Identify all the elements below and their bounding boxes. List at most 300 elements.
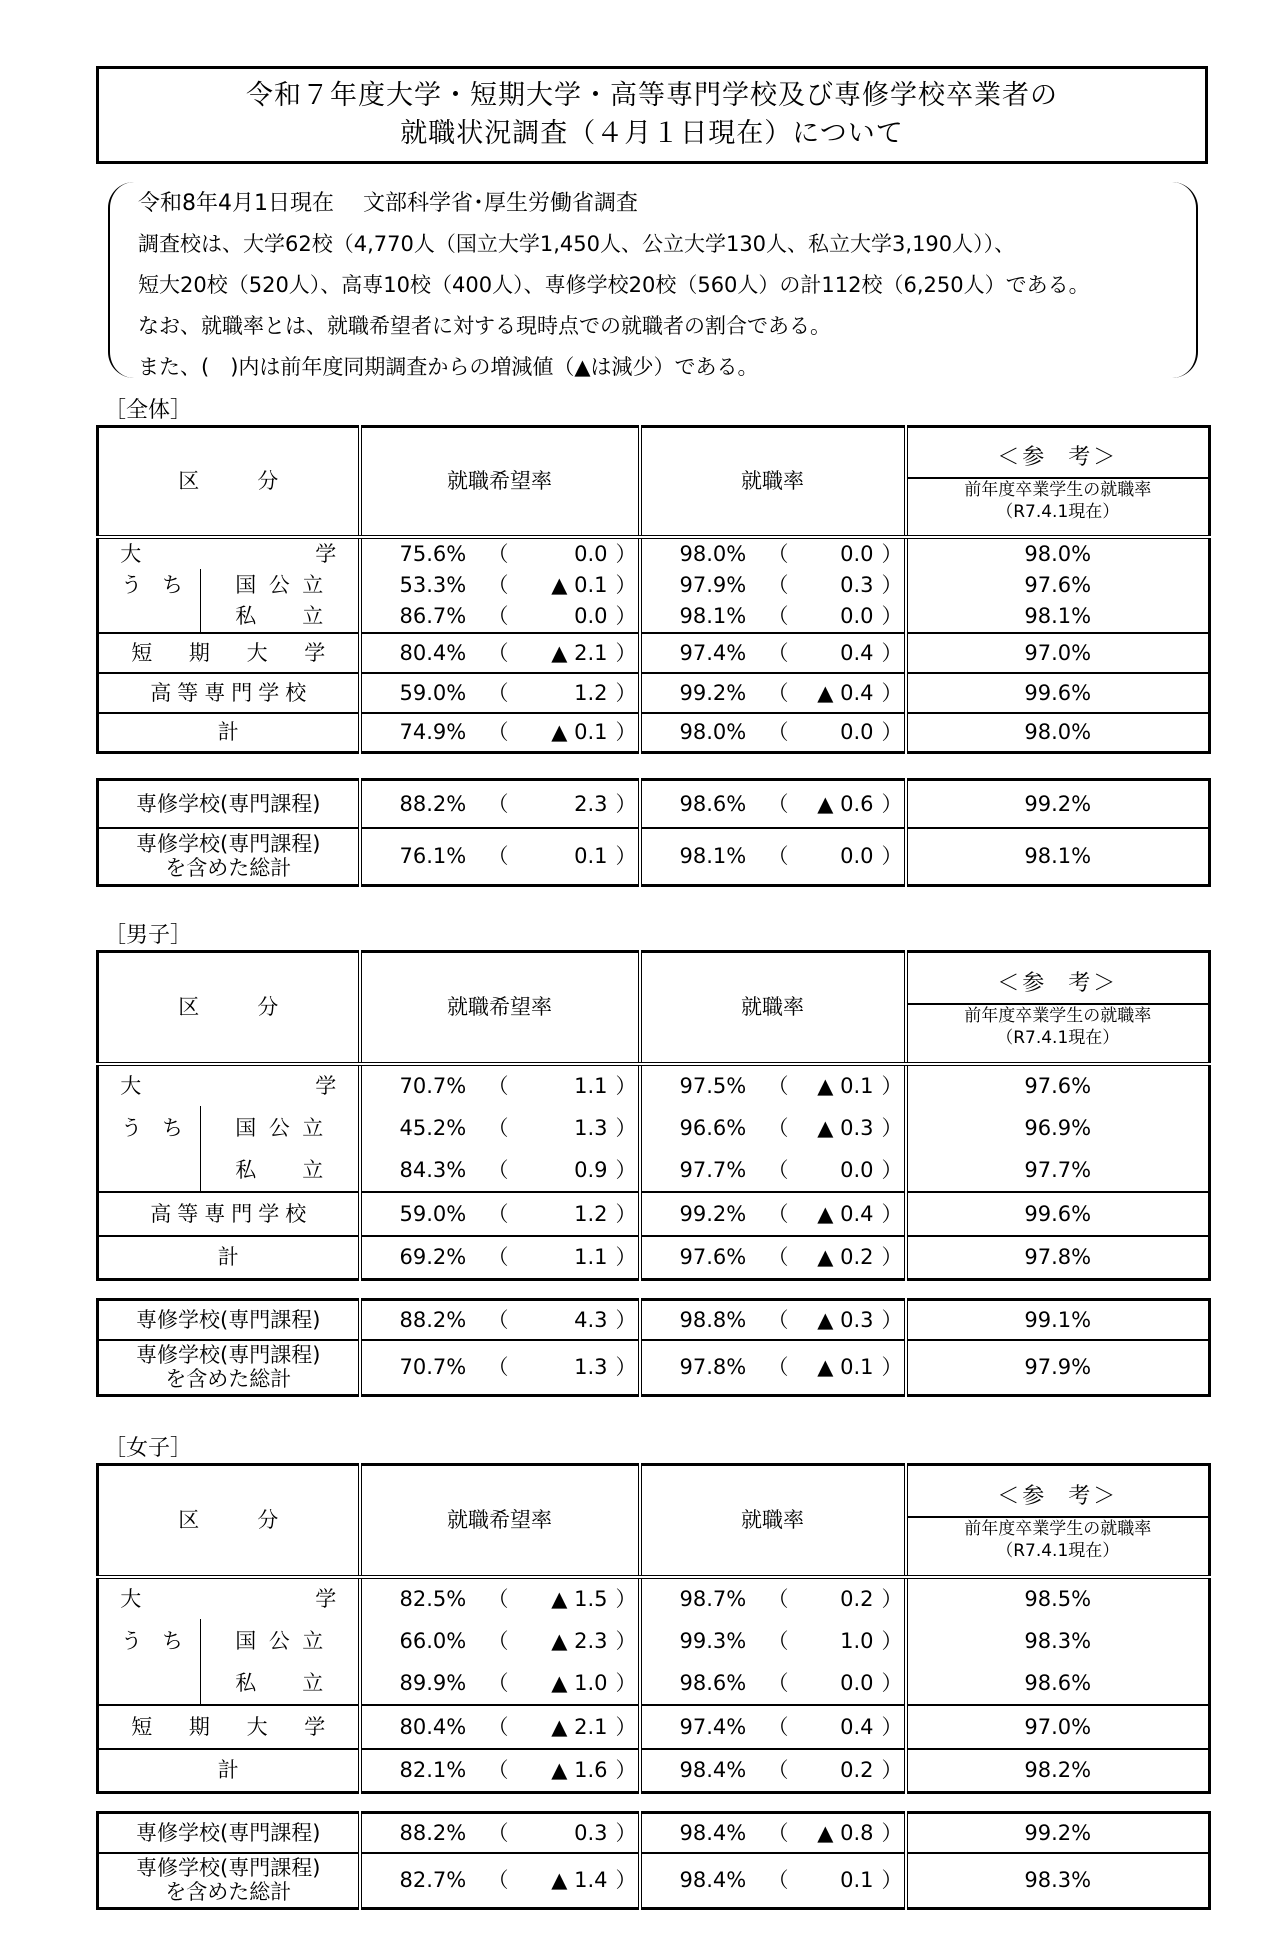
cell-text: 0.0 bbox=[840, 1158, 874, 1182]
cell-text: 98.1% bbox=[679, 604, 747, 628]
cell-text: ） bbox=[881, 1628, 903, 1653]
cell-text bbox=[362, 720, 638, 744]
cell-text: 学 bbox=[315, 1586, 337, 1611]
cell-text: （ bbox=[767, 1714, 789, 1739]
cell-text bbox=[362, 1308, 638, 1332]
cell-text: ） bbox=[615, 572, 637, 597]
cell-text: 学 bbox=[304, 640, 326, 665]
cell-text bbox=[235, 573, 323, 597]
cell-text: 0.2 bbox=[840, 1758, 874, 1783]
table-row-total bbox=[98, 1236, 1210, 1280]
cell-text: ▲ 0.1 bbox=[551, 572, 608, 597]
table-cell bbox=[360, 1853, 640, 1909]
cell-text: 大 bbox=[246, 1714, 268, 1739]
table-cell bbox=[98, 1106, 201, 1192]
cell-text: 0.0 bbox=[840, 1671, 874, 1695]
cell-text bbox=[178, 469, 278, 493]
cell-text: 立 bbox=[302, 572, 324, 597]
cell-text bbox=[642, 542, 904, 566]
cell-text bbox=[362, 792, 638, 816]
cell-text bbox=[908, 1518, 1209, 1562]
cell-text: ＜参 bbox=[997, 971, 1048, 997]
cell-text: （ bbox=[487, 1073, 509, 1098]
cell-text: ） bbox=[615, 791, 637, 816]
table-cell: 98.3% bbox=[906, 1619, 1210, 1663]
cell-text bbox=[642, 1074, 904, 1098]
cell-text bbox=[120, 1587, 336, 1611]
cell-text: （ bbox=[767, 640, 789, 665]
table-cell: 98.3% bbox=[906, 1853, 1210, 1909]
cell-text: ） bbox=[881, 1758, 903, 1783]
table-row-grand-total bbox=[98, 828, 1210, 886]
table-cell bbox=[640, 1106, 906, 1150]
header-reference bbox=[906, 1465, 1210, 1577]
cell-text: 0.2 bbox=[840, 1586, 874, 1611]
table-cell: 98.6% bbox=[906, 1663, 1210, 1705]
table-cell bbox=[640, 1236, 906, 1280]
cell-text bbox=[642, 1821, 904, 1845]
cell-text: 99.2% bbox=[679, 680, 747, 705]
cell-text: ▲ 2.3 bbox=[551, 1628, 608, 1653]
cell-text: （ bbox=[767, 1158, 789, 1182]
cell-text: ▲ 0.4 bbox=[817, 680, 874, 705]
cell-text: ） bbox=[615, 541, 637, 566]
cell-text: 97.7% bbox=[679, 1158, 747, 1182]
cell-text: 98.4% bbox=[679, 1820, 747, 1845]
table-cell: 計 bbox=[98, 713, 360, 753]
cell-text: 66.0% bbox=[399, 1628, 467, 1653]
cell-text: ） bbox=[881, 844, 903, 869]
cell-text: ） bbox=[615, 1820, 637, 1845]
cell-text: 分 bbox=[257, 1508, 279, 1533]
cell-text bbox=[362, 1245, 638, 1269]
cell-text: （R7.4.1現在） bbox=[996, 1028, 1120, 1049]
cell-text bbox=[120, 1074, 336, 1098]
cell-text: ） bbox=[881, 1115, 903, 1140]
table-cell bbox=[640, 569, 906, 601]
cell-text bbox=[908, 439, 1209, 523]
cell-text bbox=[642, 1758, 904, 1782]
cell-text bbox=[131, 641, 325, 665]
table-cell: 97.7% bbox=[906, 1150, 1210, 1192]
table-cell bbox=[360, 713, 640, 753]
cell-text bbox=[362, 844, 638, 868]
cell-text: （ bbox=[767, 1758, 789, 1783]
title-line-2: 就職状況調査（４月１日現在）について bbox=[400, 118, 904, 149]
table-cell bbox=[360, 1340, 640, 1396]
cell-text: （ bbox=[487, 572, 509, 597]
cell-text: 門 bbox=[231, 680, 253, 705]
table-cell: 98.0% bbox=[906, 537, 1210, 569]
cell-text bbox=[642, 573, 904, 597]
cell-text: （ bbox=[767, 1245, 789, 1270]
cell-text bbox=[362, 1116, 638, 1140]
cell-text: ▲ 0.6 bbox=[817, 791, 874, 816]
cell-text: ） bbox=[881, 640, 903, 665]
table-cell bbox=[98, 569, 201, 633]
table-cell: 97.8% bbox=[906, 1236, 1210, 1280]
cell-text bbox=[362, 1158, 638, 1182]
table-cell bbox=[640, 1340, 906, 1396]
table-cell: 99.2% bbox=[906, 780, 1210, 828]
table-cell bbox=[360, 1236, 640, 1280]
cell-text: （ bbox=[487, 640, 509, 665]
cell-text: ▲ 1.4 bbox=[551, 1868, 608, 1893]
cell-text: 1.3 bbox=[574, 1355, 608, 1380]
cell-text: 1.1 bbox=[574, 1073, 608, 1098]
cell-text: 等 bbox=[177, 1201, 199, 1226]
cell-text bbox=[362, 1671, 638, 1695]
table-cell bbox=[640, 1813, 906, 1853]
cell-text bbox=[121, 1116, 183, 1140]
cell-text bbox=[642, 844, 904, 868]
cell-text: 立 bbox=[302, 1158, 324, 1182]
cell-text: 98.6% bbox=[679, 791, 747, 816]
table-row bbox=[98, 633, 1210, 673]
header-reference bbox=[906, 427, 1210, 537]
cell-text: 校 bbox=[285, 1201, 307, 1226]
table-cell: 98.1% bbox=[906, 828, 1210, 886]
table-cell bbox=[640, 1663, 906, 1705]
table-cell bbox=[360, 1064, 640, 1106]
cell-text: 59.0% bbox=[399, 680, 467, 705]
cell-text: 専 bbox=[204, 1201, 226, 1226]
table-cell: 専修学校(専門課程) bbox=[136, 791, 321, 816]
table-cell bbox=[640, 1300, 906, 1340]
table-cell: 98.2% bbox=[906, 1749, 1210, 1793]
table-cell: 97.0% bbox=[906, 1705, 1210, 1749]
cell-text: ） bbox=[615, 1115, 637, 1140]
cell-text: （ bbox=[767, 1586, 789, 1611]
cell-text: 高 bbox=[150, 680, 172, 705]
cell-text: 0.0 bbox=[574, 604, 608, 628]
cell-text: 考＞ bbox=[1068, 971, 1119, 997]
table-row bbox=[98, 1577, 1210, 1619]
cell-text: （R7.4.1現在） bbox=[996, 502, 1120, 523]
table-row bbox=[98, 1619, 1210, 1663]
table-cell bbox=[360, 1150, 640, 1192]
cell-text: 0.0 bbox=[574, 541, 608, 566]
cell-text: 97.4% bbox=[679, 640, 747, 665]
cell-text: 96.6% bbox=[679, 1115, 747, 1140]
cell-text: 0.4 bbox=[840, 640, 874, 665]
table-cell bbox=[360, 633, 640, 673]
cell-text: ） bbox=[881, 1073, 903, 1098]
table-cell: 98.0% bbox=[906, 713, 1210, 753]
header-kubun bbox=[98, 427, 360, 537]
cell-text: 0.3 bbox=[574, 1820, 608, 1845]
table-row bbox=[98, 1106, 1210, 1150]
cell-text: 立 bbox=[302, 604, 324, 628]
cell-text bbox=[362, 573, 638, 597]
cell-text: （ bbox=[767, 1820, 789, 1845]
table-cell bbox=[98, 1619, 201, 1705]
section-label-all: ［全体］ bbox=[104, 398, 193, 423]
table-row-grand-total bbox=[98, 1340, 1210, 1396]
cell-text: 私 bbox=[235, 604, 257, 628]
table-cell: 99.1% bbox=[906, 1300, 1210, 1340]
table-cell bbox=[201, 1150, 360, 1192]
note-schools: 調査校は、大学62校（4,770人（国立大学1,450人、公立大学130人、私立大学3,190人））、 bbox=[138, 232, 1016, 256]
header-emp-rate: 就職率 bbox=[640, 952, 906, 1064]
cell-text: ） bbox=[615, 1158, 637, 1182]
table-row-total bbox=[98, 1749, 1210, 1793]
cell-text: 区 bbox=[178, 469, 200, 494]
cell-text: 考＞ bbox=[1068, 1484, 1119, 1510]
cell-text: （ bbox=[767, 572, 789, 597]
table-cell bbox=[640, 633, 906, 673]
cell-text: 75.6% bbox=[399, 541, 467, 566]
cell-text: 公 bbox=[268, 572, 290, 597]
table-cell bbox=[360, 537, 640, 569]
cell-text: 専修学校(専門課程) bbox=[136, 1856, 321, 1881]
cell-text: 84.3% bbox=[399, 1158, 467, 1182]
cell-text bbox=[178, 1508, 278, 1532]
cell-text: （ bbox=[487, 1245, 509, 1270]
cell-text: 80.4% bbox=[399, 640, 467, 665]
cell-text: 1.3 bbox=[574, 1115, 608, 1140]
table-cell bbox=[360, 601, 640, 633]
cell-text: 98.6% bbox=[679, 1671, 747, 1695]
table-cell bbox=[98, 828, 360, 886]
section-label-female: ［女子］ bbox=[104, 1436, 193, 1461]
cell-text: 0.0 bbox=[840, 541, 874, 566]
cell-text: ） bbox=[615, 844, 637, 869]
cell-text: ） bbox=[615, 1245, 637, 1270]
cell-text: ） bbox=[615, 1201, 637, 1226]
cell-text: 前年度卒業学生の就職率 bbox=[964, 1519, 1152, 1540]
table-cell bbox=[360, 1663, 640, 1705]
cell-text: ） bbox=[881, 604, 903, 628]
cell-text: 専修学校(専門課程) bbox=[136, 1343, 321, 1368]
cell-text bbox=[642, 1355, 904, 1379]
cell-text: （ bbox=[487, 720, 509, 745]
table-cell: 99.6% bbox=[906, 1192, 1210, 1236]
cell-text: （ bbox=[767, 1307, 789, 1332]
cell-text: 97.6% bbox=[679, 1245, 747, 1270]
table-cell bbox=[640, 828, 906, 886]
cell-text bbox=[150, 681, 306, 705]
cell-text: 学 bbox=[304, 1714, 326, 1739]
cell-text: 立 bbox=[302, 1115, 324, 1140]
cell-text: 98.8% bbox=[679, 1307, 747, 1332]
cell-text: （ bbox=[487, 1758, 509, 1783]
cell-text bbox=[362, 641, 638, 665]
cell-text: （ bbox=[487, 1714, 509, 1739]
cell-text bbox=[908, 479, 1209, 523]
table-cell: 専修学校(専門課程) bbox=[136, 1820, 321, 1845]
cell-text: （ bbox=[487, 844, 509, 869]
cell-text: 分 bbox=[257, 995, 279, 1020]
cell-text: ＜参 bbox=[997, 445, 1048, 471]
cell-text bbox=[362, 1355, 638, 1379]
cell-text bbox=[642, 1202, 904, 1226]
table-male-main bbox=[96, 950, 1211, 1281]
cell-text: ） bbox=[881, 1820, 903, 1845]
table-cell bbox=[360, 780, 640, 828]
cell-text: 97.8% bbox=[679, 1355, 747, 1380]
cell-text: 45.2% bbox=[399, 1115, 467, 1140]
note-definition: なお、就職率とは、就職希望者に対する現時点での就職者の割合である。 bbox=[138, 314, 831, 338]
cell-text: を含めた総計 bbox=[165, 1880, 292, 1905]
cell-text: 私 bbox=[235, 1158, 257, 1182]
cell-text: 88.2% bbox=[399, 1820, 467, 1845]
table-all-main bbox=[96, 425, 1211, 754]
cell-text: 大 bbox=[246, 640, 268, 665]
table-cell bbox=[640, 537, 906, 569]
cell-text: 公 bbox=[268, 1115, 290, 1140]
cell-text: （ bbox=[767, 1671, 789, 1695]
cell-text: 0.1 bbox=[840, 1868, 874, 1893]
cell-text bbox=[908, 965, 1209, 1049]
cell-text: ） bbox=[881, 1245, 903, 1270]
table-cell bbox=[201, 1619, 360, 1663]
cell-text: 70.7% bbox=[399, 1355, 467, 1380]
cell-text: 88.2% bbox=[399, 791, 467, 816]
header-kubun bbox=[98, 952, 360, 1064]
cell-text: 69.2% bbox=[399, 1245, 467, 1270]
cell-text: 89.9% bbox=[399, 1671, 467, 1695]
cell-text: （ bbox=[487, 1158, 509, 1182]
cell-text: ち bbox=[162, 1115, 183, 1140]
table-row bbox=[98, 1813, 1210, 1853]
cell-text: ） bbox=[615, 1355, 637, 1380]
table-cell bbox=[640, 1705, 906, 1749]
header-kubun bbox=[98, 1465, 360, 1577]
table-cell bbox=[360, 1192, 640, 1236]
table-cell bbox=[360, 1813, 640, 1853]
cell-text: 学 bbox=[258, 1201, 280, 1226]
table-cell bbox=[98, 1705, 360, 1749]
cell-text: 2.3 bbox=[574, 791, 608, 816]
left-bracket bbox=[108, 182, 136, 378]
cell-text: 98.0% bbox=[679, 720, 747, 745]
cell-text: 99.3% bbox=[679, 1628, 747, 1653]
table-cell: 97.9% bbox=[906, 1340, 1210, 1396]
cell-text: 短 bbox=[131, 1714, 153, 1739]
table-cell bbox=[98, 1192, 360, 1236]
cell-text: 高 bbox=[150, 1201, 172, 1226]
cell-text: 97.9% bbox=[679, 572, 747, 597]
cell-text: 76.1% bbox=[399, 844, 467, 869]
cell-text: 0.4 bbox=[840, 1714, 874, 1739]
cell-text bbox=[235, 1671, 323, 1695]
header-reference bbox=[906, 952, 1210, 1064]
table-row bbox=[98, 537, 1210, 569]
table-cell bbox=[360, 1577, 640, 1619]
cell-text: ） bbox=[881, 1671, 903, 1695]
cell-text: 86.7% bbox=[399, 604, 467, 628]
cell-text: ▲ 0.3 bbox=[817, 1307, 874, 1332]
cell-text: を含めた総計 bbox=[165, 856, 292, 881]
cell-text bbox=[642, 720, 904, 744]
table-cell: 98.5% bbox=[906, 1577, 1210, 1619]
cell-text bbox=[235, 604, 323, 628]
cell-text: ▲ 0.8 bbox=[817, 1820, 874, 1845]
table-cell: 99.6% bbox=[906, 673, 1210, 713]
table-cell bbox=[640, 1150, 906, 1192]
table-cell: 96.9% bbox=[906, 1106, 1210, 1150]
cell-text: 82.1% bbox=[399, 1758, 467, 1783]
table-row bbox=[98, 569, 1210, 601]
cell-text: 区 bbox=[178, 995, 200, 1020]
table-row bbox=[98, 1192, 1210, 1236]
cell-text: ） bbox=[615, 1714, 637, 1739]
cell-text: ▲ 1.6 bbox=[551, 1758, 608, 1783]
cell-text: 校 bbox=[285, 680, 307, 705]
cell-text: 大 bbox=[120, 541, 142, 566]
table-cell: 計 bbox=[98, 1236, 360, 1280]
cell-text bbox=[362, 1202, 638, 1226]
cell-text: 前年度卒業学生の就職率 bbox=[964, 480, 1152, 501]
cell-text: （ bbox=[487, 1628, 509, 1653]
table-cell bbox=[360, 1300, 640, 1340]
cell-text: 70.7% bbox=[399, 1073, 467, 1098]
cell-text: 専 bbox=[204, 680, 226, 705]
cell-text bbox=[642, 1715, 904, 1739]
cell-text bbox=[908, 1478, 1209, 1562]
cell-text bbox=[642, 604, 904, 628]
table-cell: 99.2% bbox=[906, 1813, 1210, 1853]
cell-text bbox=[642, 792, 904, 816]
cell-text: 0.0 bbox=[840, 844, 874, 869]
table-cell bbox=[98, 1064, 360, 1106]
cell-text bbox=[120, 542, 336, 566]
table-cell bbox=[360, 1705, 640, 1749]
header-emp-rate: 就職率 bbox=[640, 427, 906, 537]
cell-text: 専修学校(専門課程) bbox=[136, 832, 321, 857]
cell-text: （ bbox=[487, 1115, 509, 1140]
cell-text: 0.0 bbox=[840, 720, 874, 745]
cell-text: 98.7% bbox=[679, 1586, 747, 1611]
cell-text: 0.0 bbox=[840, 604, 874, 628]
cell-text: ） bbox=[615, 1586, 637, 1611]
table-cell: 97.6% bbox=[906, 569, 1210, 601]
cell-text: を含めた総計 bbox=[165, 1367, 292, 1392]
header-hope-rate: 就職希望率 bbox=[360, 952, 640, 1064]
cell-text: （ bbox=[767, 791, 789, 816]
note-date-source: 令和8年4月1日現在 文部科学省･厚生労働省調査 bbox=[138, 191, 638, 216]
cell-text: う bbox=[121, 1115, 142, 1140]
cell-text: 大 bbox=[120, 1586, 142, 1611]
cell-text: 国 bbox=[235, 572, 257, 597]
cell-text: （ bbox=[487, 1671, 509, 1695]
table-row bbox=[98, 601, 1210, 633]
table-row bbox=[98, 1300, 1210, 1340]
table-cell bbox=[98, 1853, 360, 1909]
cell-text: 59.0% bbox=[399, 1201, 467, 1226]
cell-text: （ bbox=[487, 1201, 509, 1226]
cell-text: 門 bbox=[231, 1201, 253, 1226]
cell-text bbox=[642, 1587, 904, 1611]
table-female-senshu bbox=[96, 1811, 1211, 1910]
cell-text: （ bbox=[487, 1868, 509, 1893]
header-hope-rate: 就職希望率 bbox=[360, 427, 640, 537]
cell-text: ▲ 0.1 bbox=[551, 720, 608, 745]
table-cell: 98.1% bbox=[906, 601, 1210, 633]
table-row bbox=[98, 1663, 1210, 1705]
table-cell bbox=[360, 569, 640, 601]
table-cell bbox=[98, 1340, 360, 1396]
cell-text: （ bbox=[487, 541, 509, 566]
cell-text: 97.4% bbox=[679, 1714, 747, 1739]
cell-text: ） bbox=[615, 1073, 637, 1098]
cell-text: 1.1 bbox=[574, 1245, 608, 1270]
cell-text bbox=[150, 1202, 306, 1226]
cell-text: ） bbox=[881, 1714, 903, 1739]
cell-text: う bbox=[121, 572, 142, 597]
cell-text: （ bbox=[767, 1628, 789, 1653]
